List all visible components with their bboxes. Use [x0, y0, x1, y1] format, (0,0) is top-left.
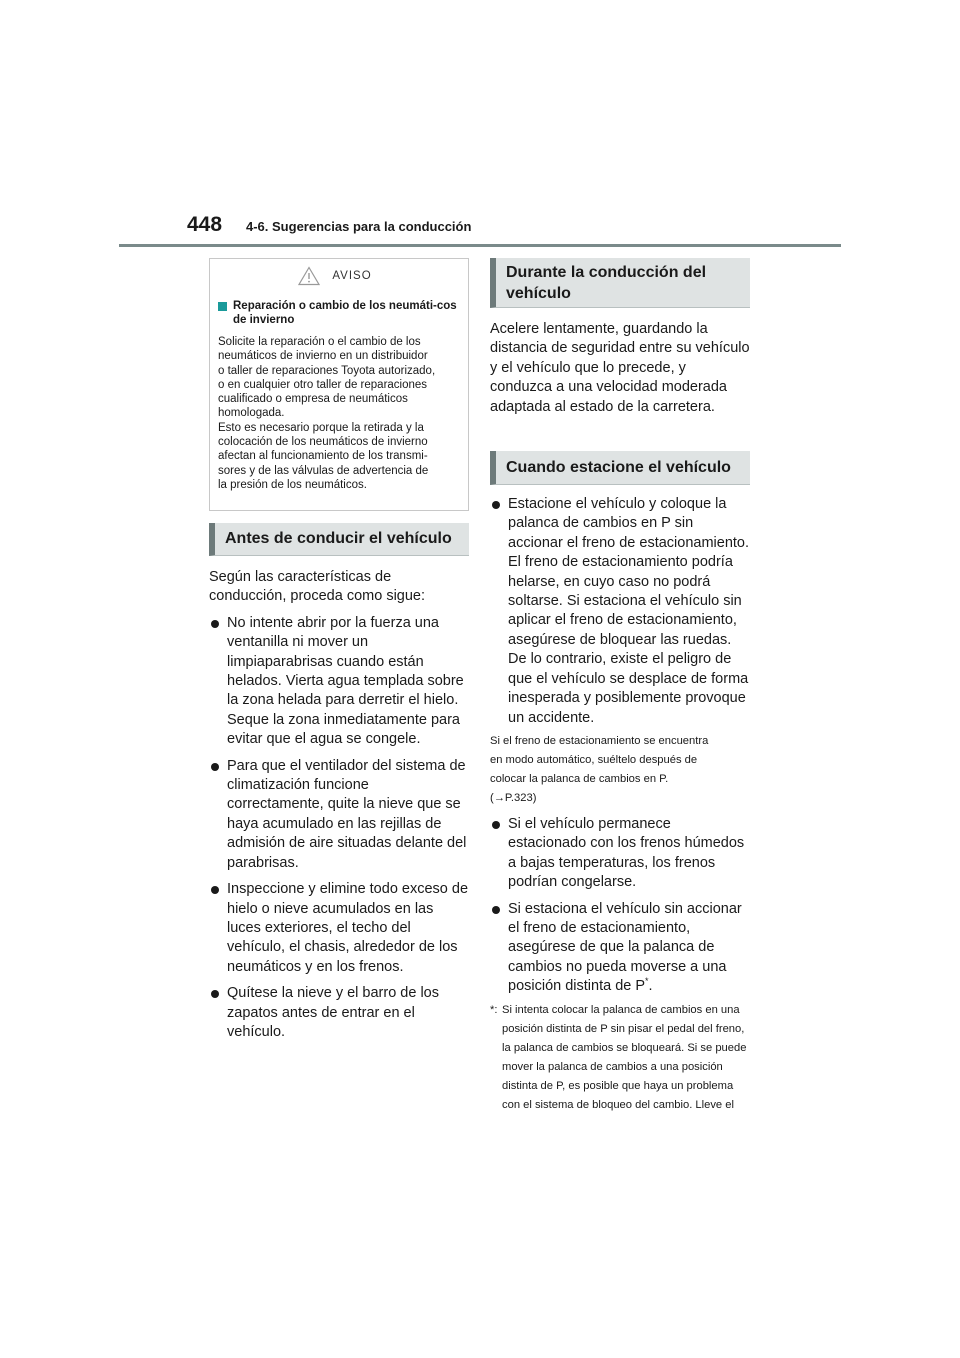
- warning-box: [209, 258, 469, 511]
- warning-body-line: cualificado o empresa de neumáticos: [218, 393, 408, 406]
- warning-body-line: colocación de los neumáticos de invierno: [218, 436, 428, 449]
- warning-triangle-icon: [298, 266, 320, 286]
- warning-body-line: o taller de reparaciones Toyota autorizado,: [218, 364, 436, 377]
- list-item-end: .: [648, 978, 653, 995]
- warning-body-line: o en cualquier otro taller de reparaciones: [218, 378, 428, 391]
- note-line: en modo automático, suéltelo después de: [490, 753, 698, 766]
- note-line: Si el freno de estacionamiento se encuentra: [490, 734, 709, 747]
- list-item-text: No intente abrir por la fuerza una ventanilla ni mover un limpiaparabrisas cuando están helados. Vierta agua templada sobre la zona helada para derretir el hielo. Seque la zona inmediatamente para evitar que el agua se congele.: [227, 614, 464, 748]
- heading-cuando-estacione: Cuando estacione el vehículo: [490, 451, 750, 485]
- list-item-text: Inspeccione y elimine todo exceso de hielo o nieve acumulados en las luces exteriores, el techo del vehículo, el chasis, alrededor de los neumáticos y en los frenos.: [227, 881, 469, 975]
- page-number: 448: [187, 213, 223, 236]
- bullet-dot-icon: [492, 821, 500, 829]
- heading-line: Durante la conducción del: [506, 263, 707, 281]
- heading-antes-de-conducir: Antes de conducir el vehículo: [209, 523, 469, 556]
- warning-body-line: homologada.: [218, 407, 285, 420]
- warning-subtitle: [218, 299, 460, 327]
- warning-label: AVISO: [332, 270, 372, 282]
- cuando-bullet-list-2: [490, 815, 750, 997]
- list-item: [490, 495, 750, 728]
- list-item: [209, 614, 469, 750]
- header-divider: [119, 244, 841, 247]
- warning-body-line: Solicite la reparación o el cambio de los: [218, 336, 421, 348]
- durante-text: Acelere lentamente, guardando la distancia de seguridad entre su vehículo y el vehículo que lo precede, y conduzca a una velocidad moderada adaptada al estado de la carretera.: [490, 321, 750, 415]
- warning-subtitle-text: Reparación o cambio de los neumáti-cos de invierno: [233, 300, 457, 326]
- bullet-dot-icon: [211, 620, 219, 628]
- footnote-text: Si intenta colocar la palanca de cambios en una posición distinta de P sin pisar el pedal del freno, la palanca de cambios se bloqueará. Si se puede mover la palanca de cambios a una posición distinta de P, es posible que haya un problema con el sistema de bloqueo del cambio. Lleve el: [502, 1003, 747, 1111]
- warning-body-line: afectan al funcionamiento de los transmi-: [218, 450, 428, 463]
- list-item-text: Estacione el vehículo y coloque la palanca de cambios en P sin accionar el freno de estacionamiento. El freno de estacionamiento podría helarse, en cuyo caso no podrá soltarse. Si estaciona el vehículo sin aplicar el freno de estacionamiento, asegúrese de bloquear las ruedas. De lo contrario, existe el peligro de que el vehículo se desplace de forma inesperada y posiblemente provoque un accidente.: [508, 496, 750, 726]
- footnote: [490, 1001, 750, 1115]
- bullet-dot-icon: [211, 990, 219, 998]
- note-line: (→P.323): [490, 791, 537, 804]
- warning-body-line: la presión de los neumáticos.: [218, 478, 367, 491]
- list-item: [490, 900, 750, 997]
- list-item-text: Si estaciona el vehículo sin accionar el freno de estacionamiento, asegúrese de que la palanca de cambios no pueda moverse a una posición distinta de P: [508, 900, 742, 995]
- cuando-bullet-list: [490, 495, 750, 728]
- list-item-text: Quítese la nieve y el barro de los zapatos antes de entrar en el vehículo.: [227, 985, 439, 1040]
- parking-brake-note: [490, 732, 750, 808]
- warning-body-line: Esto es necesario porque la retirada y la: [218, 421, 424, 434]
- list-item: [209, 984, 469, 1042]
- list-item-text: Si el vehículo permanece estacionado con los frenos húmedos a bajas temperaturas, los frenos podrían congelarse.: [508, 815, 745, 891]
- bullet-dot-icon: [211, 886, 219, 894]
- teal-square-icon: [218, 302, 227, 311]
- left-column: [209, 258, 469, 1042]
- right-column: [490, 258, 750, 1115]
- note-line: colocar la palanca de cambios en P.: [490, 772, 669, 785]
- list-item: [209, 880, 469, 977]
- heading-line: vehículo: [506, 284, 571, 302]
- antes-bullet-list: [209, 614, 469, 1043]
- list-item: [490, 815, 750, 893]
- heading-durante-la-conduccion: [490, 258, 750, 308]
- bullet-dot-icon: [492, 906, 500, 914]
- warning-body: [218, 335, 460, 492]
- warning-body-line: neumáticos de invierno en un distribuidor: [218, 350, 428, 363]
- list-item-text: Para que el ventilador del sistema de climatización funcione correctamente, quite la nieve que se haya acumulado en las rejillas de admisión de aire situadas delante del parabrisas.: [227, 757, 467, 871]
- list-item: [209, 757, 469, 873]
- bullet-dot-icon: [492, 501, 500, 509]
- section-title: 4-6. Sugerencias para la conducción: [246, 219, 472, 234]
- footnote-marker: *: [645, 976, 649, 987]
- bullet-dot-icon: [211, 763, 219, 771]
- antes-intro: Según las características de conducción, proceda como sigue:: [209, 569, 426, 605]
- warning-body-line: sores y de las válvulas de advertencia de: [218, 464, 429, 477]
- warning-header: [210, 265, 460, 287]
- footnote-mark: *:: [490, 1003, 498, 1016]
